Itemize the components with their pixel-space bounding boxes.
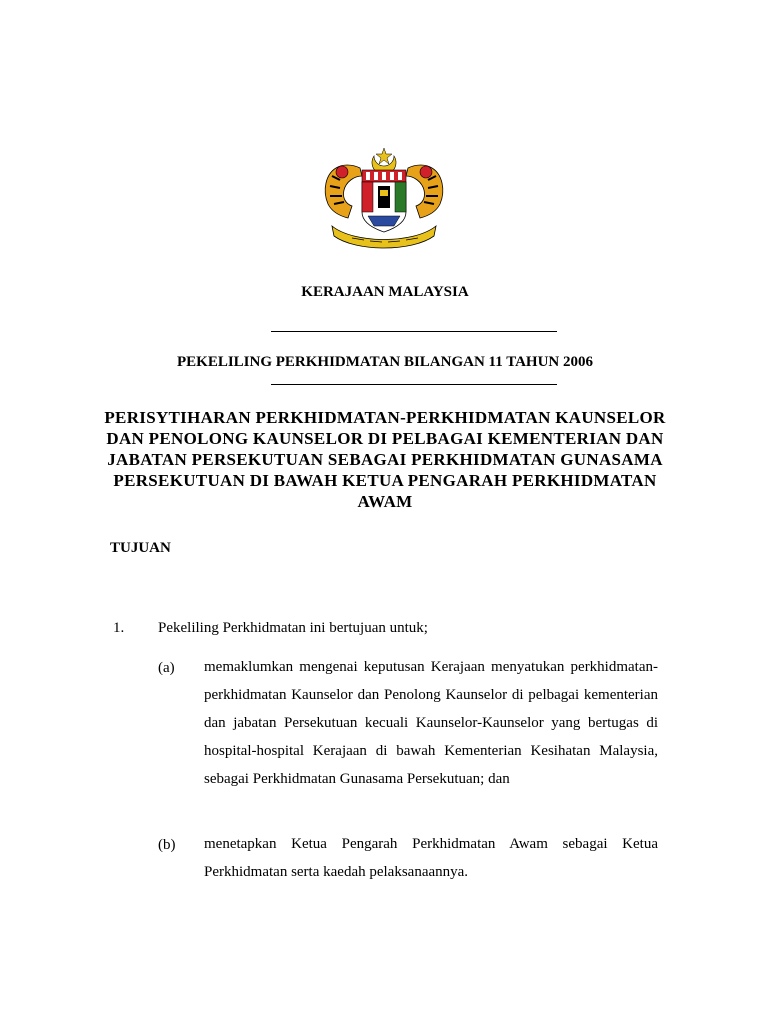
coat-of-arms-emblem [318,146,450,256]
paragraph-number: 1. [113,620,125,636]
document-title: KERAJAAN MALAYSIA [301,284,469,300]
list-item-text: menetapkan Ketua Pengarah Perkhidmatan Awam sebagai Ketua Perkhidmatan serta kaedah pelaksanaannya. [204,836,658,880]
list-item-label: (b) [158,837,176,853]
title-divider [271,331,557,332]
section-heading: TUJUAN [110,540,171,556]
circular-divider [271,384,557,385]
list-item-text: memaklumkan mengenai keputusan Kerajaan menyatukan perkhidmatan-perkhidmatan Kaunselor dan Penolong Kaunselor di pelbagai kementerian dan jabatan Persekutuan kecuali Kaunselor-Kaunselor yang bertugas di hospital-hospital Kerajaan di bawah Kementerian Kesihatan Malaysia, sebagai Perkhidmatan Gunasama Persekutuan; dan [204,659,658,787]
document-subject: PERISYTIHARAN PERKHIDMATAN-PERKHIDMATAN KAUNSELOR DAN PENOLONG KAUNSELOR DI PELBAGAI KEMENTERIAN DAN JABATAN PERSEKUTUAN SEBAGAI PERKHIDMATAN GUNASAMA PERSEKUTUAN DI BAWAH KETUA PENGARAH PERKHIDMATAN AWAM [104,408,666,511]
circular-number: PEKELILING PERKHIDMATAN BILANGAN 11 TAHUN 2006 [176,354,593,370]
paragraph-intro: Pekeliling Perkhidmatan ini bertujuan untuk; [158,620,428,636]
list-item-label: (a) [158,660,175,676]
